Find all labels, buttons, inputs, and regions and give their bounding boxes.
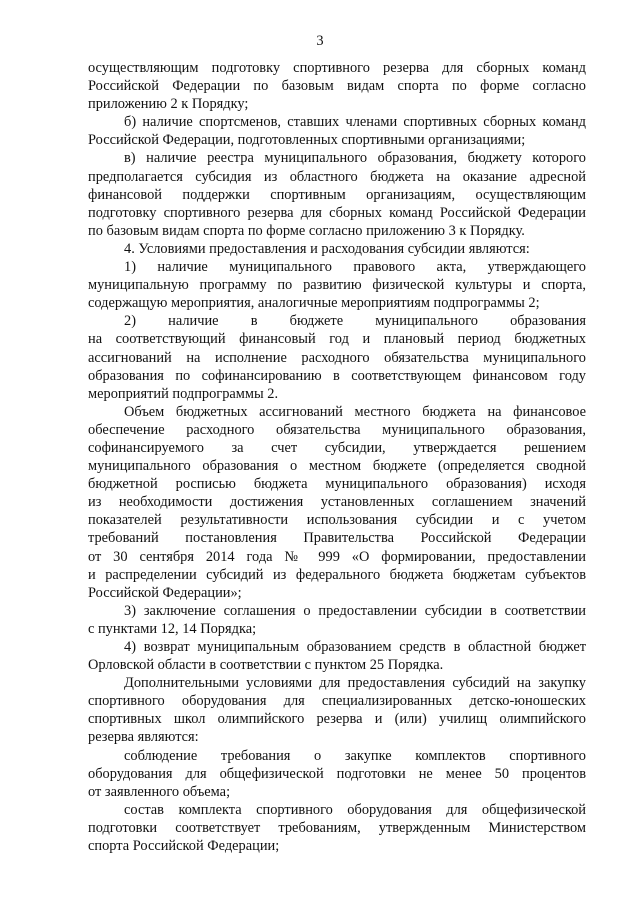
text-line: софинансируемого за счет субсидии, утверждается решением	[88, 439, 586, 456]
text-line: б) наличие спортсменов, ставших членами спортивных сборных команд	[124, 114, 586, 131]
text-line: финансовой поддержки спортивным организациям, осуществляющим	[88, 186, 586, 203]
paragraph-section-4	[88, 240, 586, 258]
text-line: муниципальную программу по развитию физической культуры и спорта,	[88, 277, 586, 294]
text-line: приложению 2 к Порядку;	[88, 96, 249, 113]
text-line: Российской Федерации по базовым видам спорта по форме согласно	[88, 78, 586, 95]
text-line: осуществляющим подготовку спортивного резерва для сборных команд	[88, 60, 586, 76]
paragraph-budget-volume	[88, 403, 586, 602]
paragraph-additional-conditions	[88, 674, 586, 746]
text-line: содержащую мероприятия, аналогичные мероприятиям подпрограммы 2;	[88, 295, 540, 312]
text-line: подготовку спортивного резерва для сборных команд Российской Федерации	[88, 204, 586, 221]
text-line: спортивных школ олимпийского резерва и (или) училищ олимпийского	[88, 711, 586, 728]
text-line: бюджетной росписью бюджета муниципального образования) исходя	[88, 476, 586, 493]
text-line: в) наличие реестра муниципального образования, бюджету которого	[124, 150, 586, 167]
text-line: мероприятий подпрограммы 2.	[88, 385, 279, 402]
text-line: Российской Федерации»;	[88, 584, 242, 601]
paragraph-item-3	[88, 602, 586, 638]
document-body	[88, 59, 586, 855]
text-line: спортивного оборудования для специализированных детско-юношеских	[88, 693, 586, 710]
text-line: 3) заключение соглашения о предоставлении субсидии в соответствии	[124, 602, 586, 619]
text-line: Дополнительными условиями для предоставления субсидий на закупку	[124, 675, 586, 692]
paragraph-procurement-requirement	[88, 747, 586, 801]
paragraph-continuation	[88, 59, 586, 113]
paragraph-item-v	[88, 149, 586, 239]
text-line: требований постановления Правительства Российской Федерации	[88, 530, 586, 547]
text-line: и распределении субсидий из федерального бюджета бюджетам субъектов	[88, 566, 586, 583]
text-line: по базовым видам спорта по форме согласно приложению 3 к Порядку.	[88, 222, 525, 239]
text-line: от 30 сентября 2014 года № 999 «О формировании, предоставлении	[88, 548, 586, 565]
text-line: состав комплекта спортивного оборудования для общефизической	[124, 801, 586, 818]
text-line: показателей результативности использования субсидии и с учетом	[88, 512, 586, 529]
text-line: резерва являются:	[88, 729, 199, 746]
text-line: 4) возврат муниципальным образованием средств в областной бюджет	[124, 639, 586, 655]
paragraph-equipment-composition	[88, 801, 586, 855]
paragraph-item-2	[88, 312, 586, 402]
text-line: ассигнований на исполнение расходного обязательства муниципального	[88, 349, 586, 366]
paragraph-item-4	[88, 638, 586, 674]
text-line: с пунктами 12, 14 Порядка;	[88, 620, 257, 637]
text-line: оборудования для общефизической подготовки не менее 50 процентов	[88, 765, 586, 782]
page-number: 3	[316, 33, 324, 49]
text-line: спорта Российской Федерации;	[88, 838, 280, 855]
paragraph-item-b	[88, 113, 586, 149]
text-line: муниципального образования о местном бюджете (определяется сводной	[88, 458, 586, 475]
text-line: от заявленного объема;	[88, 783, 231, 800]
text-line: Объем бюджетных ассигнований местного бюджета на финансовое	[124, 403, 586, 420]
text-line: подготовки соответствует требованиям, утвержденным Министерством	[88, 819, 586, 836]
text-line: Российской Федерации, подготовленных спортивными организациями;	[88, 132, 526, 149]
text-line: из необходимости достижения установленных соглашением значений	[88, 494, 586, 511]
text-line: Орловской области в соответствии с пунктом 25 Порядка.	[88, 657, 444, 674]
paragraph-item-1	[88, 258, 586, 312]
text-line: 1) наличие муниципального правового акта, утверждающего	[124, 259, 586, 276]
text-line: 2) наличие в бюджете муниципального образования	[124, 313, 586, 330]
text-line: 4. Условиями предоставления и расходования субсидии являются:	[124, 240, 530, 257]
text-line: на соответствующий финансовый год и плановый период бюджетных	[88, 331, 586, 348]
text-line: образования по софинансированию в соответствующем финансовом году	[88, 367, 586, 384]
text-line: предполагается субсидия из областного бюджета на оказание адресной	[88, 168, 586, 185]
text-line: обеспечение расходного обязательства муниципального образования,	[88, 421, 586, 438]
text-line: соблюдение требования о закупке комплектов спортивного	[124, 747, 586, 764]
